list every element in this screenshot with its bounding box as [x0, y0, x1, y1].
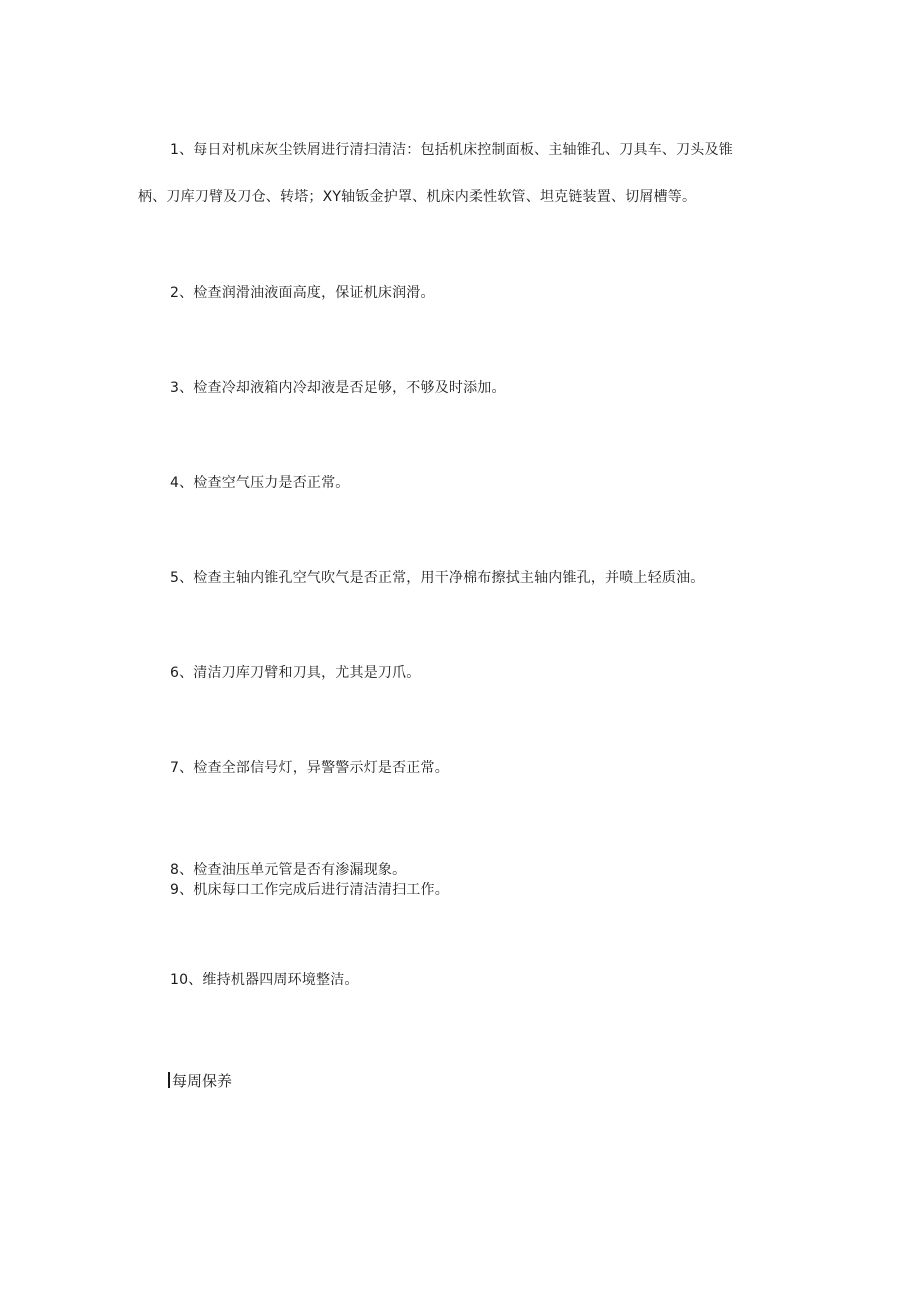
item-text: 、检查空气压力是否正常。	[179, 475, 350, 491]
item-number: 10	[170, 972, 189, 988]
item-text: 、每日对机床灰尘铁屑进行清扫清洁：包括机床控制面板、主轴锥孔、刀具车、刀头及锥	[179, 142, 733, 158]
list-item-2	[170, 283, 435, 303]
item-number: 3	[170, 380, 180, 396]
item-number: 2	[170, 285, 180, 301]
list-item-8	[170, 860, 406, 880]
item-number: 6	[170, 665, 180, 681]
item-number: 4	[170, 475, 180, 491]
list-item-1	[170, 140, 733, 160]
item-text: 、维持机器四周环境整洁。	[188, 972, 359, 988]
list-item-4	[170, 473, 350, 493]
item-text: 、检查主轴内锥孔空气吹气是否正常，用干净棉布擦拭主轴内锥孔，并喷上轻质油。	[179, 570, 705, 586]
item-text: 、检查全部信号灯，异警警示灯是否正常。	[179, 760, 449, 776]
item-text: 柄、刀库刀臂及刀仓、转塔；XY轴钣金护罩、机床内柔性软管、坦克链装置、切屑槽等。	[138, 189, 697, 205]
item-number: 7	[170, 760, 180, 776]
section-heading	[168, 1070, 232, 1092]
item-text: 、检查冷却液箱内冷却液是否足够，不够及时添加。	[179, 380, 506, 396]
item-text: 、清洁刀库刀臂和刀具，尤其是刀爪。	[179, 665, 421, 681]
item-number: 9	[170, 882, 180, 898]
item-text: 、机床每口工作完成后进行清洁清扫工作。	[179, 882, 449, 898]
list-item-7	[170, 758, 449, 778]
list-item-10	[170, 970, 359, 990]
list-item-3	[170, 378, 506, 398]
list-item-5	[170, 568, 705, 588]
item-number: 5	[170, 570, 180, 586]
item-number: 8	[170, 862, 180, 878]
section-heading-text: 每周保养	[172, 1072, 233, 1090]
item-text: 、检查润滑油液面高度，保证机床润滑。	[179, 285, 435, 301]
item-number: 1	[170, 142, 180, 158]
list-item-1-continuation	[138, 187, 696, 207]
list-item-6	[170, 663, 421, 683]
list-item-9	[170, 880, 449, 900]
heading-bar-marker	[168, 1072, 170, 1088]
item-text: 、检查油压单元管是否有渗漏现象。	[179, 862, 407, 878]
